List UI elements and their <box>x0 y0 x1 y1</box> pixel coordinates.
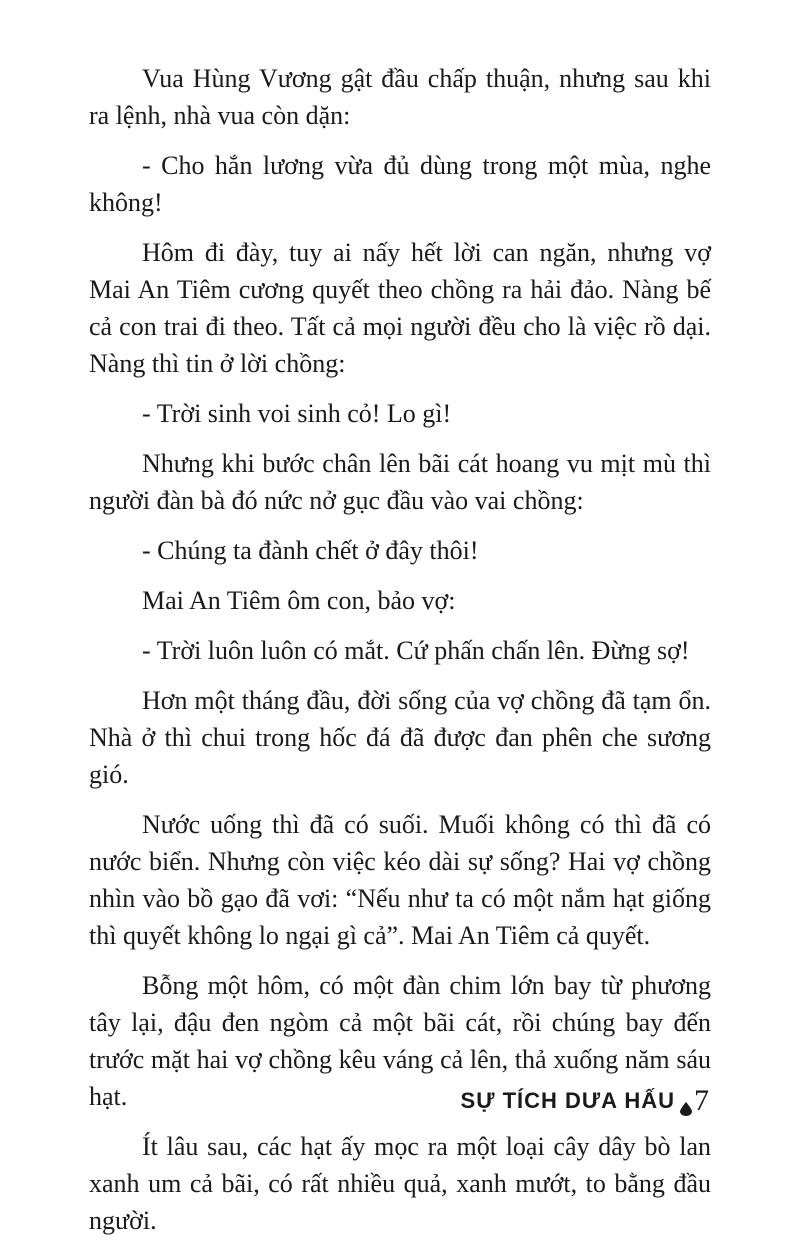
paragraph: Hơn một tháng đầu, đời sống của vợ chồng đã tạm ổn. Nhà ở thì chui trong hốc đá đã được đan phên che sương gió. <box>89 686 711 789</box>
paragraph: - Trời luôn luôn có mắt. Cứ phấn chấn lên. Đừng sợ! <box>142 636 690 665</box>
paragraph: - Trời sinh voi sinh cỏ! Lo gì! <box>142 399 452 428</box>
paragraph: Vua Hùng Vương gật đầu chấp thuận, nhưng sau khi ra lệnh, nhà vua còn dặn: <box>89 64 711 130</box>
paragraph: - Cho hắn lương vừa đủ dùng trong một mùa, nghe không! <box>89 151 711 217</box>
body-text <box>89 60 711 1252</box>
drop-icon <box>680 1096 692 1110</box>
paragraph: Bỗng một hôm, có một đàn chim lớn bay từ phương tây lại, đậu đen ngòm cả một bãi cát, rồi chúng bay đến trước mặt hai vợ chồng kêu váng cả lên, thả xuống năm sáu hạt. <box>89 971 711 1111</box>
paragraph: Nhưng khi bước chân lên bãi cát hoang vu mịt mù thì người đàn bà đó nức nở gục đầu vào vai chồng: <box>89 449 711 515</box>
paragraph: Nước uống thì đã có suối. Muối không có thì đã có nước biển. Nhưng còn việc kéo dài sự sống? Hai vợ chồng nhìn vào bồ gạo đã vơi: “Nếu như ta có một nắm hạt giống thì quyết không lo ngại gì cả”. Mai An Tiêm cả quyết. <box>89 810 711 950</box>
page-footer <box>461 1084 710 1118</box>
page-number: 7 <box>694 1084 710 1117</box>
paragraph: - Chúng ta đành chết ở đây thôi! <box>142 536 479 565</box>
running-title: SỰ TÍCH DƯA HẤU <box>460 1088 675 1113</box>
paragraph: Hôm đi đày, tuy ai nấy hết lời can ngăn, nhưng vợ Mai An Tiêm cương quyết theo chồng ra hải đảo. Nàng bế cả con trai đi theo. Tất cả mọi người đều cho là việc rồ dại. Nàng thì tin ở lời chồng: <box>89 238 711 378</box>
paragraph: Ít lâu sau, các hạt ấy mọc ra một loại cây dây bò lan xanh um cả bãi, có rất nhiều quả, xanh mướt, to bằng đầu người. <box>89 1132 711 1235</box>
paragraph: Mai An Tiêm ôm con, bảo vợ: <box>142 586 456 615</box>
